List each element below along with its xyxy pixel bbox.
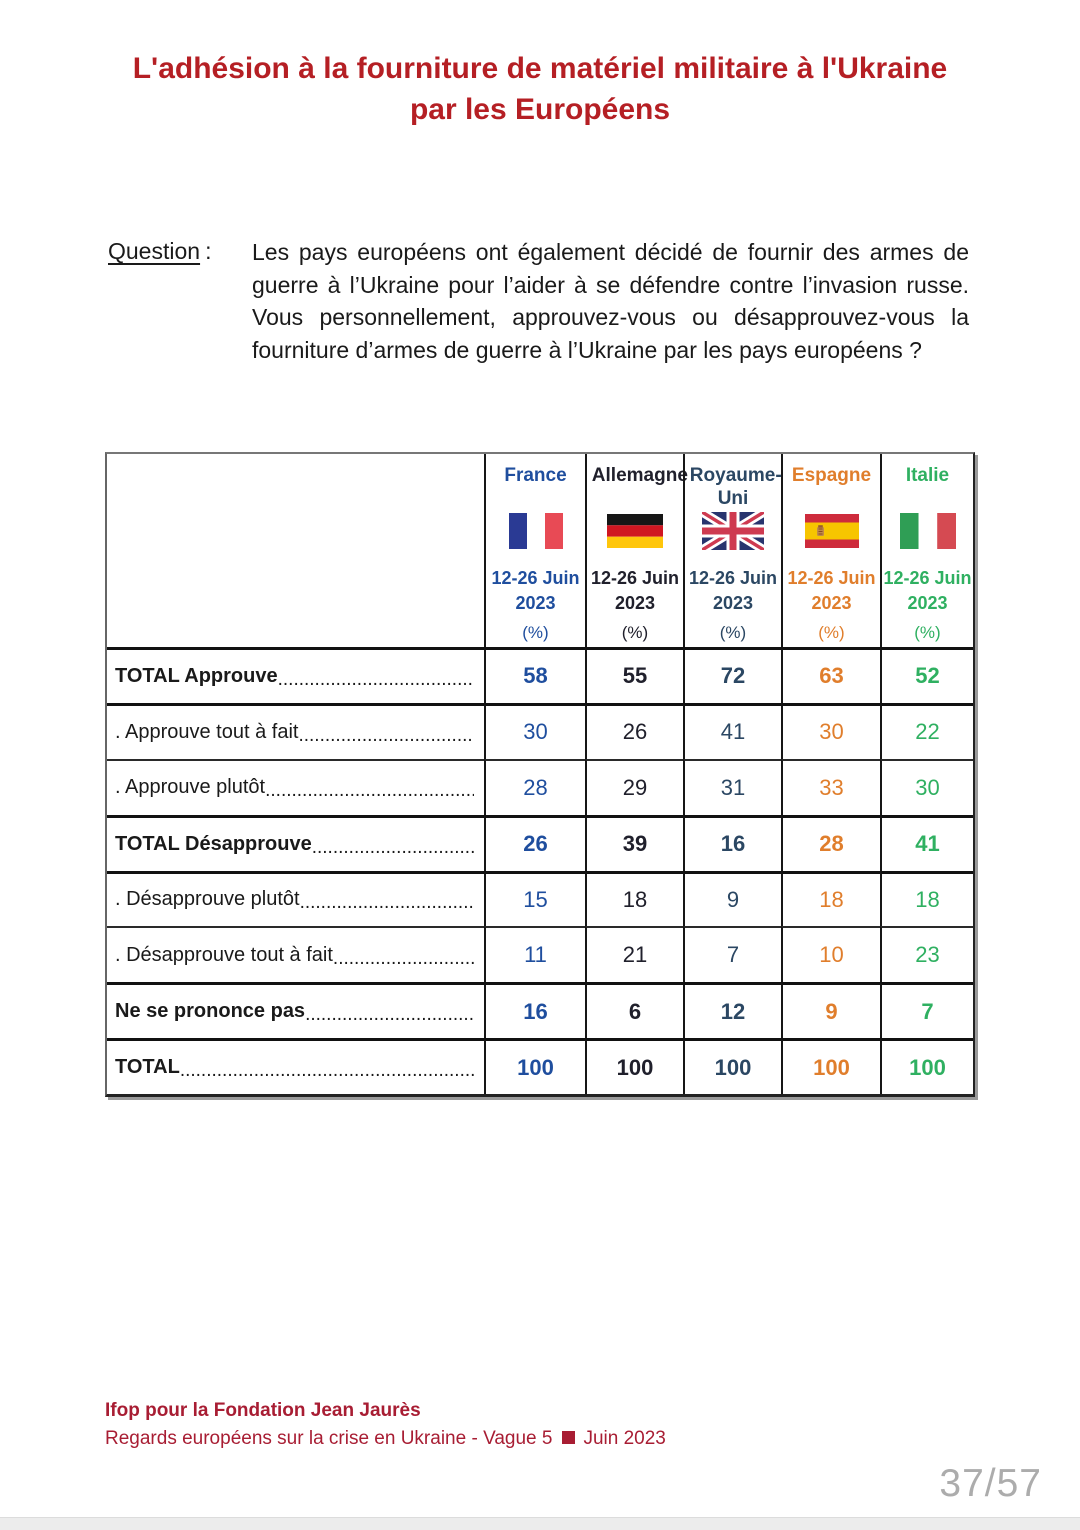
date-line: 12-26 Juin xyxy=(883,568,972,588)
column-header-espagne xyxy=(781,454,880,647)
row-label-text: . Approuve tout à fait xyxy=(115,720,299,743)
page-title-line1: L'adhésion à la fourniture de matériel militaire à l'Ukraine xyxy=(132,52,948,85)
spain-flag-icon xyxy=(805,512,859,550)
row-label xyxy=(107,926,484,982)
table-cell: 6 xyxy=(585,982,683,1038)
survey-results-table xyxy=(105,452,975,1097)
question-text-line: Vous personnellement, approuvez-vous ou désapprouvez-vous la xyxy=(252,304,969,330)
table-cell: 18 xyxy=(585,871,683,927)
table-cell: 22 xyxy=(880,703,973,759)
table-cell: 12 xyxy=(683,982,781,1038)
table-cell: 30 xyxy=(880,759,973,815)
date-line: 12-26 Juin xyxy=(688,568,778,588)
table-cell: 100 xyxy=(585,1038,683,1094)
table-cell: 18 xyxy=(781,871,880,927)
dotted-leader xyxy=(333,947,474,970)
table-cell: 18 xyxy=(880,871,973,927)
dotted-leader xyxy=(265,779,474,802)
row-label xyxy=(107,1038,484,1094)
table-cell: 9 xyxy=(781,982,880,1038)
country-name: France xyxy=(504,465,567,486)
table-cell: 31 xyxy=(683,759,781,815)
table-cell: 9 xyxy=(683,871,781,927)
percent-label: (%) xyxy=(914,623,941,642)
row-label xyxy=(107,647,484,703)
fieldwork-date xyxy=(787,566,875,616)
percent-label: (%) xyxy=(522,623,549,642)
country-name: Royaume-Uni xyxy=(689,465,782,509)
page-title-line2: par les Européens xyxy=(409,93,671,126)
header-empty-cell xyxy=(107,454,484,647)
table-cell: 100 xyxy=(683,1038,781,1094)
column-header-italie xyxy=(880,454,973,647)
row-label xyxy=(107,982,484,1038)
question-text-line: Les pays européens ont également décidé de fournir des armes de xyxy=(252,239,969,265)
table-cell: 23 xyxy=(880,926,973,982)
country-name: Allemagne xyxy=(591,465,688,486)
germany-flag-icon xyxy=(607,512,663,550)
percent-label: (%) xyxy=(621,623,649,642)
row-label-text: TOTAL Approuve xyxy=(115,664,278,687)
date-line: 12-26 Juin xyxy=(787,568,876,588)
table-cell: 63 xyxy=(781,647,880,703)
date-line: 2023 xyxy=(712,593,754,613)
table-cell: 100 xyxy=(781,1038,880,1094)
row-label-text: . Désapprouve plutôt xyxy=(115,888,300,911)
fieldwork-date xyxy=(591,566,679,616)
row-label-text: TOTAL Désapprouve xyxy=(115,832,312,855)
table-cell: 28 xyxy=(484,759,585,815)
table-cell: 30 xyxy=(484,703,585,759)
row-label-text: TOTAL xyxy=(115,1056,180,1079)
table-cell: 7 xyxy=(683,926,781,982)
percent-label: (%) xyxy=(818,623,845,642)
dotted-leader xyxy=(298,724,474,747)
row-label-text: . Désapprouve tout à fait xyxy=(115,943,333,966)
table-cell: 21 xyxy=(585,926,683,982)
row-label xyxy=(107,871,484,927)
source-line2 xyxy=(105,1425,666,1453)
dotted-leader xyxy=(180,1059,474,1082)
date-line: 2023 xyxy=(907,593,948,613)
question-text xyxy=(252,236,969,366)
dotted-leader xyxy=(300,891,474,914)
question-text-line: fourniture d’armes de guerre à l’Ukraine par les pays européens ? xyxy=(252,336,922,363)
row-label xyxy=(107,759,484,815)
column-header-royaume-uni xyxy=(683,454,781,647)
source-line2-date: Juin 2023 xyxy=(583,1428,666,1449)
table-cell: 29 xyxy=(585,759,683,815)
source-line1: Ifop pour la Fondation Jean Jaurès xyxy=(105,1400,421,1421)
table-cell: 10 xyxy=(781,926,880,982)
row-label-text: . Approuve plutôt xyxy=(115,776,266,799)
table-cell: 100 xyxy=(880,1038,973,1094)
table-cell: 15 xyxy=(484,871,585,927)
date-line: 12-26 Juin xyxy=(590,568,680,588)
page-title xyxy=(0,48,1080,130)
uk-flag-icon xyxy=(702,512,764,550)
table-cell: 11 xyxy=(484,926,585,982)
row-label xyxy=(107,815,484,871)
table-cell: 26 xyxy=(484,815,585,871)
dotted-leader xyxy=(278,668,474,691)
country-name: Espagne xyxy=(791,465,872,486)
table-cell: 16 xyxy=(683,815,781,871)
dotted-leader xyxy=(305,1003,474,1026)
column-header-france xyxy=(484,454,585,647)
question-text-line: guerre à l’Ukraine pour l’aider à se défendre contre l’invasion russe. xyxy=(252,271,969,298)
table-cell: 16 xyxy=(484,982,585,1038)
question-label-colon: : xyxy=(205,238,212,264)
question-label-text: Question xyxy=(108,238,201,264)
italy-flag-icon xyxy=(900,512,956,550)
table-cell: 7 xyxy=(880,982,973,1038)
source-footer xyxy=(105,1397,666,1453)
table-cell: 58 xyxy=(484,647,585,703)
date-line: 2023 xyxy=(614,593,656,613)
table-cell: 52 xyxy=(880,647,973,703)
table-cell: 28 xyxy=(781,815,880,871)
red-square-icon xyxy=(562,1431,575,1444)
table-cell: 30 xyxy=(781,703,880,759)
table-cell: 55 xyxy=(585,647,683,703)
table-cell: 41 xyxy=(880,815,973,871)
percent-label: (%) xyxy=(719,623,747,642)
row-label-text: Ne se prononce pas xyxy=(115,1000,306,1023)
viewer-bottom-strip xyxy=(0,1517,1080,1530)
fieldwork-date xyxy=(883,566,971,616)
date-line: 12-26 Juin xyxy=(491,568,580,588)
fieldwork-date xyxy=(491,566,579,616)
dotted-leader xyxy=(312,836,474,859)
france-flag-icon xyxy=(509,512,563,550)
column-header-allemagne xyxy=(585,454,688,647)
country-name: Italie xyxy=(905,465,950,486)
table-cell: 39 xyxy=(585,815,683,871)
row-label xyxy=(107,703,484,759)
table-cell: 33 xyxy=(781,759,880,815)
fieldwork-date xyxy=(689,566,777,616)
question-label xyxy=(108,238,211,265)
date-line: 2023 xyxy=(811,593,852,613)
table-cell: 26 xyxy=(585,703,683,759)
table-cell: 72 xyxy=(683,647,781,703)
date-line: 2023 xyxy=(515,593,556,613)
table-cell: 41 xyxy=(683,703,781,759)
page-indicator: 37/57 xyxy=(939,1462,1042,1505)
table-cell: 100 xyxy=(484,1038,585,1094)
source-line2-text: Regards européens sur la crise en Ukraine - Vague 5 xyxy=(105,1428,553,1449)
